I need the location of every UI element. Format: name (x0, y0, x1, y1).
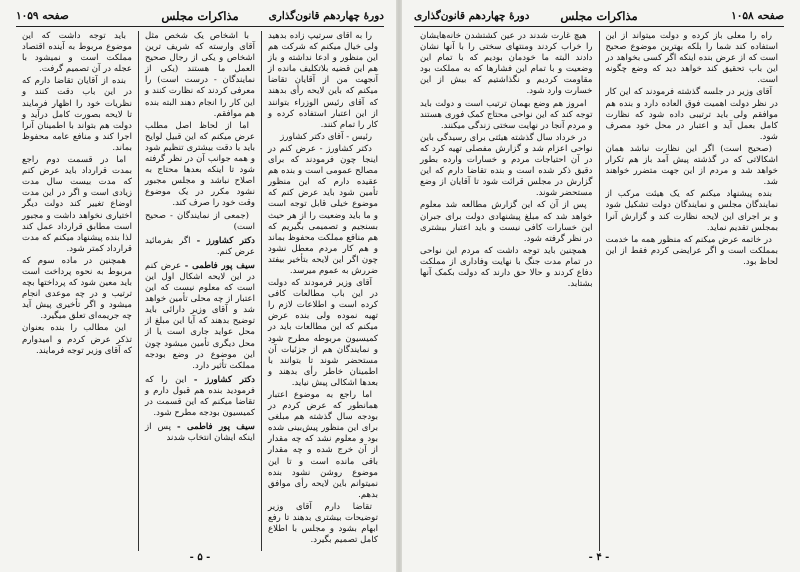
paragraph: باید توجه داشت که این موضوع مربوط به آینده اقتصاد مملکت است و نمیشود با عجله در آن تصمیم گرفت. (22, 31, 132, 75)
paragraph: اما از لحاظ اصل مطلب عرض میکنم که این قبیل لوایح باید با دقت بیشتری تنظیم شود و همه جوانب آن در نظر گرفته شود تا اینکه بعدها محتاج به اصلاح نباشد و مجلس مجبور نشود مکرر در یک موضوع وقت خود را صرف کند. (145, 120, 255, 209)
paragraph: بنده پیشنهاد میکنم که یک هیئت مرکب از نمایندگان مجلس و نمایندگان دولت تشکیل شود و بر اجرای این لایحه نظارت کند و گزارش آنرا بمجلس تقدیم نماید. (605, 189, 778, 233)
left-column-3 (16, 31, 138, 551)
right-page-footer: - ۴ - (588, 552, 610, 563)
right-page (404, 6, 794, 566)
column-rule (261, 31, 262, 551)
left-page (6, 6, 394, 566)
paragraph: در خرداد سال گذشته هیئتی برای رسیدگی باین نواحی اعزام شد و گزارش مفصلی تهیه کرد که در آن احتیاجات مردم و خسارات وارده بطور دقیق ذکر شده است و بنده تقاضا دارم که این گزارش در مجلس قرائت شود تا آقایان از وضع مستحضر شوند. (420, 132, 593, 199)
paragraph: (صحیح است) اگر این نظارت نباشد همان اشکالاتی که در گذشته پیش آمد باز هم تکرار خواهد شد و مردم از این جهت متضرر خواهند شد. (605, 143, 778, 188)
speaker-name: دکتر کشاورز - (196, 235, 256, 246)
speech-text: اگر بفرمائید عرض کنم. (145, 235, 255, 257)
speaker-name: سیف پور فاطمی - (177, 422, 255, 433)
column-rule (138, 31, 139, 551)
right-column-2 (414, 31, 599, 551)
paragraph: اما راجع به موضوع اعتبار همانطور که عرض کردم در بودجه سال گذشته هم مبلغی برای این منظور پیش‌بینی شده بود و معلوم نشد که چه مقدار از آن خرج شده و چه مقدار باقی مانده است و تا این موضوع روشن نشود بنده نمیتوانم باین لایحه رأی موافق بدهم. (268, 390, 378, 500)
paragraph: رئیس - آقای دکتر کشاورز (280, 131, 372, 142)
left-page-header (16, 6, 384, 27)
speech-text: پس از اینکه ایشان انتخاب شدند (145, 422, 255, 444)
left-page-body (16, 31, 384, 551)
speech-text: عرض کنم در این لایحه اشکال اول این است که معلوم نیست که این اعتبار از چه محلی تأمین خواهد شد و آقای وزیر دارائی باید توضیح بدهند که آیا این مبلغ از محل عواید جاری است یا از محل دیگری تأمین میشود چون این موضوع در وضع بودجه مملکت تأثیر دارد. (145, 260, 255, 371)
paragraph: پس از آن که این گزارش مطالعه شد معلوم خواهد شد که مبلغ پیشنهادی دولت برای جبران این خسارات کافی نیست و باید اعتبار بیشتری در نظر گرفته شود. (420, 200, 593, 244)
right-page-center-title: مذاکرات مجلس (560, 9, 638, 23)
paragraph: هیچ غارت شدند در عین کشتشدن خانه‌هایشان را خراب کردند ومنتهای سختی را با آنها نشان دادند البته ما خودمان بودیم که با تمام این وضعیت و با تمام این فشارها که به مملکت بود مقاومت کردیم و نگذاشتیم که بیش از این خسارت وارد شود. (420, 31, 593, 97)
right-page-body (414, 31, 784, 551)
left-column-1 (262, 31, 384, 551)
paragraph: این مطالب را بنده بعنوان تذکر عرض کردم و امیدوارم که آقای وزیر توجه فرمایند. (22, 323, 132, 356)
right-column-1 (600, 31, 785, 551)
book-gutter (396, 0, 402, 572)
paragraph: در خاتمه عرض میکنم که منظور همه ما خدمت بمملکت است و اگر عرایضی کردم فقط از این لحاظ بود. (605, 234, 778, 267)
speaker-name: سیف پور فاطمی - (184, 260, 255, 271)
speaker-name: دکتر کشاورز - (193, 374, 255, 385)
paragraph: اما در قسمت دوم راجع بمدت قرارداد باید عرض کنم که مدت بیست سال مدت زیادی است و اگر در این مدت اوضاع تغییر کند دولت دیگر اختیاری نخواهد داشت و مجبور است مطابق قرارداد عمل کند لذا بنده پیشنهاد میکنم که مدت قرارداد کمتر شود. (22, 155, 132, 254)
right-page-assembly: دورهٔ چهاردهم قانون‌گذاری (414, 10, 530, 22)
speaker-paragraph (145, 236, 255, 258)
left-column-2 (139, 31, 261, 551)
paragraph: راه را معلی باز کرده و دولت میتواند از این استفاده کند شما را بلکه بهترین موضوع صحیح است که از عرض بنده اینکه اگر کسی بخواهد در این باب تحقیق کند خواهد دید که وضع چگونه است. (605, 31, 778, 86)
paragraph: همچنین باید توجه داشت که مردم این نواحی در تمام مدت جنگ با نهایت وفاداری از مملکت دفاع کردند و حالا حق دارند که دولت بکمک آنها بشتابد. (420, 245, 593, 290)
left-page-footer: - ۵ - (189, 552, 211, 563)
left-page-number: صفحه ۱۰۵۹ (16, 10, 69, 22)
speaker-paragraph (145, 261, 255, 372)
speaker-paragraph (145, 375, 255, 419)
paragraph: بنده از آقایان تقاضا دارم که در این باب دقت کنند و نظریات خود را اظهار فرمایند تا لایحه بصورت کامل درآید و دولت هم بتواند با اطمینان آنرا اجرا کند و منافع عامه محفوظ بماند. (22, 76, 132, 153)
speaker-paragraph (145, 422, 255, 444)
paragraph: را به آقای سرتیپ زاده بدهید ولی خیال میکنم که شرکت هم این منظور و ادعا نداشته و باز هم این قضیه بلاتکلیف مانده از آنجهت من از آقایان تقاضا میکنم که باین لایحه رأی بدهند که آقای رئیس الوزراء بتوانند از این اعتبار استفاده کرده و کار را تمام کنند. (268, 31, 378, 130)
paragraph: آقای وزیر در جلسه گذشته فرمودند که این کار در نظر دولت اهمیت فوق العاده دارد و بنده هم موافقم ولی باید ترتیبی داده شود که نظارت کامل بعمل آید و اعتبار در محل خود مصرف شود. (605, 87, 778, 142)
paragraph: تقاضا دارم آقای وزیر توضیحات بیشتری بدهند تا رفع ابهام بشود و مجلس با اطلاع کامل تصمیم بگیرد. (268, 501, 378, 546)
right-page-header (414, 6, 784, 27)
left-page-center-title: مذاکرات مجلس (161, 9, 239, 23)
paragraph: (جمعی از نمایندگان - صحیح است) (145, 210, 255, 232)
paragraph: دکتر کشاورز - عرض کنم در اینجا چون فرمودند که برای مصالح عمومی است و بنده هم عقیده دارم که این منظور تأمین شود باید عرض کنم که موضوع خیلی قابل توجه است و ما باید وضعیت را از هر حیث بسنجیم و تصمیمی بگیریم که هم منافع مملکت محفوظ بماند و هم کار مردم معطل نشود چون اگر این لایحه بتأخیر بیفتد ضررش به عموم میرسد. (268, 143, 378, 276)
paragraph: آقای وزیر فرمودند که دولت در این باب مطالعات کافی کرده است و اطلاعات لازم را تهیه نموده ولی بنده عرض میکنم که این مطالعات باید در کمیسیون مربوطه مطرح شود و نمایندگان هم از جزئیات آن مستحضر شوند تا بتوانند با اطمینان خاطر رأی بدهند و بعدها اشکالی پیش نیاید. (268, 278, 378, 388)
column-rule (599, 31, 600, 551)
paragraph: همچنین در ماده سوم که مربوط به نحوه پرداخت است باید معین شود که پرداختها بچه ترتیب و در چه موعدی انجام میشود و اگر تأخیری پیش آید چه جریمه‌ای تعلق میگیرد. (22, 255, 132, 322)
speech-text: این را که فرمودید بنده هم قبول دارم و تقاضا میکنم که این قسمت در کمیسیون بودجه مطرح شود. (145, 374, 255, 419)
right-page-number: صفحه ۱۰۵۸ (731, 10, 784, 22)
paragraph: با اشخاص یک شخص مثل آقای وارسته که شریف ترین اشخاص و یکی از رجال صحیح العمل ما هستند (یکی از نمایندگان - درست است) را معرفی کردند که نظارت کنند و این کار را انجام دهند البته بنده هم موافقم. (145, 31, 255, 119)
left-page-assembly: دورهٔ چهاردهم قانون‌گذاری (268, 10, 384, 22)
paragraph: امروز هم وضع بهمان ترتیب است و دولت باید توجه کند که این نواحی محتاج کمک فوری هستند و مردم آنجا در نهایت سختی زندگی میکنند. (420, 98, 593, 131)
